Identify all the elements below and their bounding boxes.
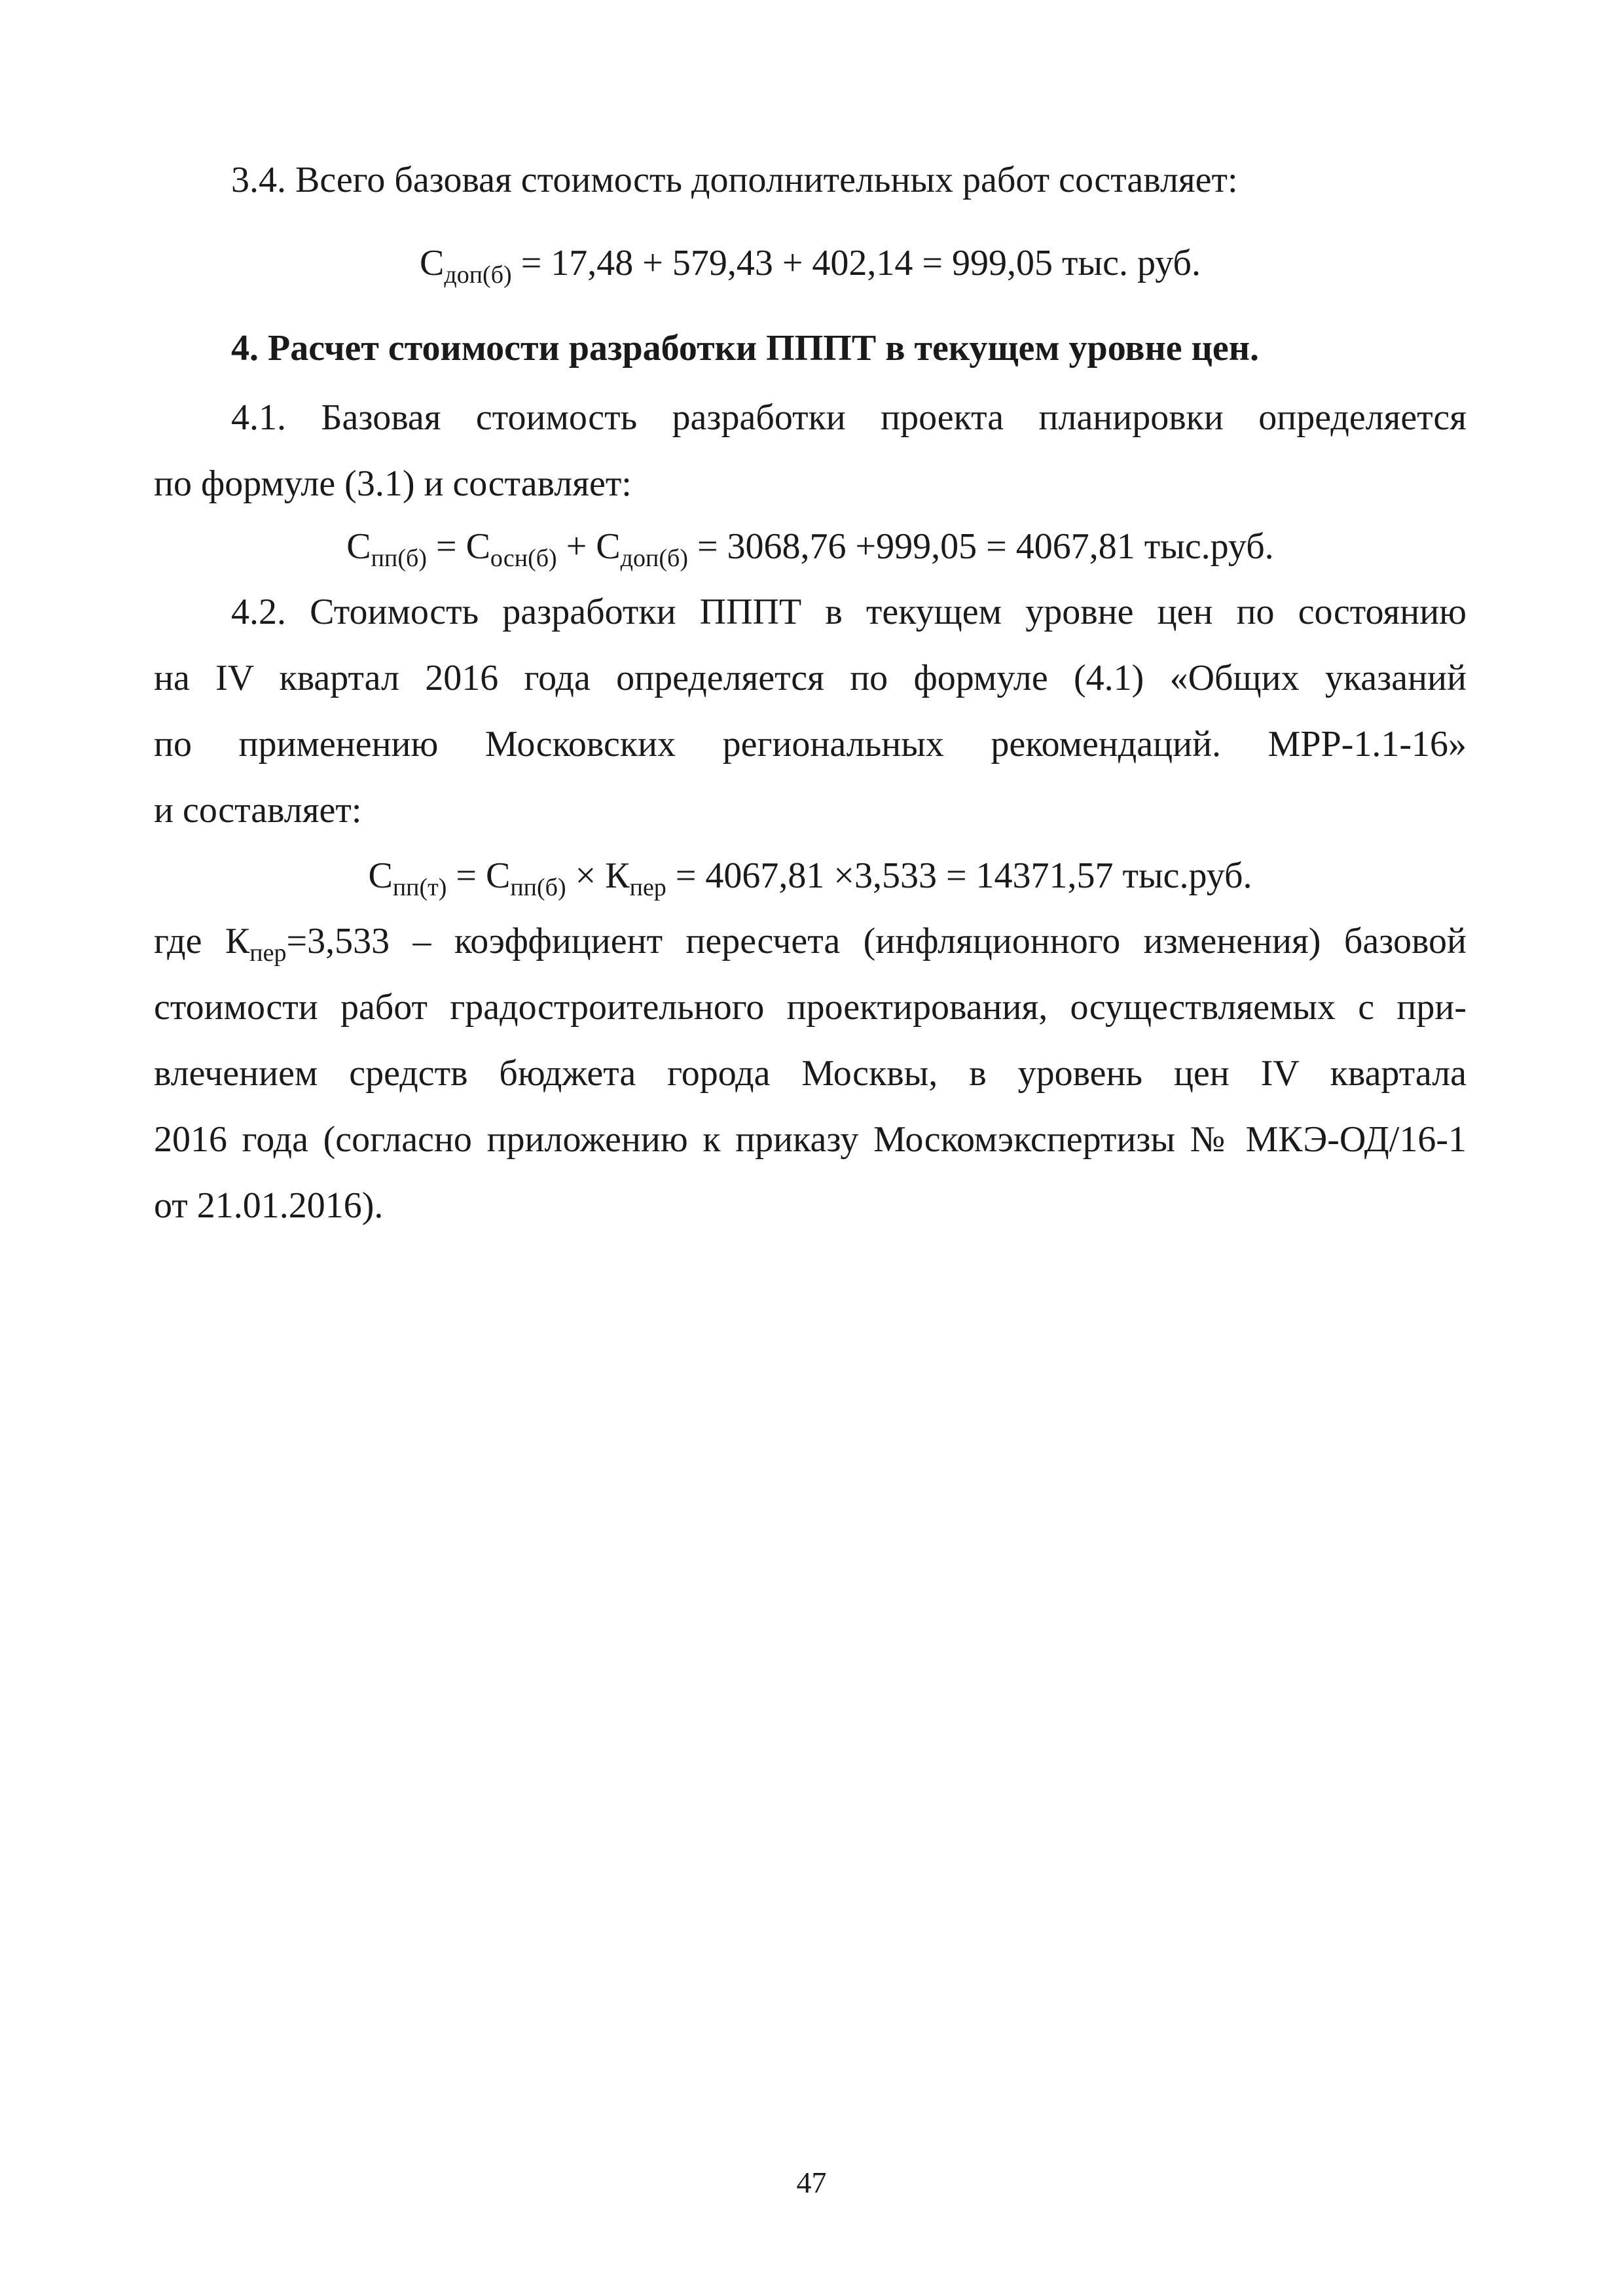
paragraph-where-line-3: влечением средств бюджета города Москвы, в уровень цен IV квартала xyxy=(154,1053,1467,1094)
paragraph-4-2-line-1: 4.2. Стоимость разработки ПППТ в текущем уровне цен по состоянию xyxy=(231,592,1467,632)
formula-c-dop: $С_{доп(б)} = 17,48 + 579,43 + 402,14 = 999,05$ тыс. руб. xyxy=(420,243,1201,289)
formula-c-pp-b: $С_{пп(б)} = С_{осн(б)} + С_{доп(б)} = 3068,76 +999,05 = 4067,81$ тыс.руб. xyxy=(346,526,1274,572)
paragraph-3-4-text: 3.4. Всего базовая стоимость дополнительных работ составляет: xyxy=(231,160,1238,200)
paragraph-where-line-1: где $К_{пер}=3,533$ – коэффициент пересчета (инфляционного изменения) базовой xyxy=(154,921,1467,967)
paragraph-where-line-4: 2016 года (согласно приложению к приказу Москомэкспертизы № МКЭ-ОД/16-1 xyxy=(154,1119,1467,1160)
paragraph-3-4 xyxy=(154,147,1467,213)
paragraph-where-line-2: стоимости работ градостроительного проектирования, осуществляемых с при- xyxy=(154,987,1467,1028)
paragraph-4-2-line-3: по применению Московских региональных рекомендаций. МРР-1.1-16» xyxy=(154,724,1467,764)
paragraph-4-1-line-1: 4.1. Базовая стоимость разработки проекта планировки определяется xyxy=(231,397,1467,438)
formula-c-pp-t: $С_{пп(т)} = С_{пп(б)} \times К_{пер} = 4067,81 \times 3,533 = 14371,57$ тыс.руб. xyxy=(368,855,1252,901)
paragraph-4-2-line-2: на IV квартал 2016 года определяется по формуле (4.1) «Общих указаний xyxy=(154,658,1467,698)
section-heading-4: 4. Расчет стоимости разработки ПППТ в текущем уровне цен. xyxy=(231,328,1260,368)
paragraph-4-1-line-2: по формуле (3.1) и составляет: xyxy=(154,463,632,504)
paragraph-where xyxy=(154,908,1467,1239)
paragraph-where-line-5: от 21.01.2016). xyxy=(154,1185,384,1226)
paragraph-4-1 xyxy=(154,385,1467,517)
paragraph-4-2 xyxy=(154,579,1467,844)
page-number: 47 xyxy=(796,2166,827,2199)
paragraph-4-2-line-4: и составляет: xyxy=(154,790,362,831)
